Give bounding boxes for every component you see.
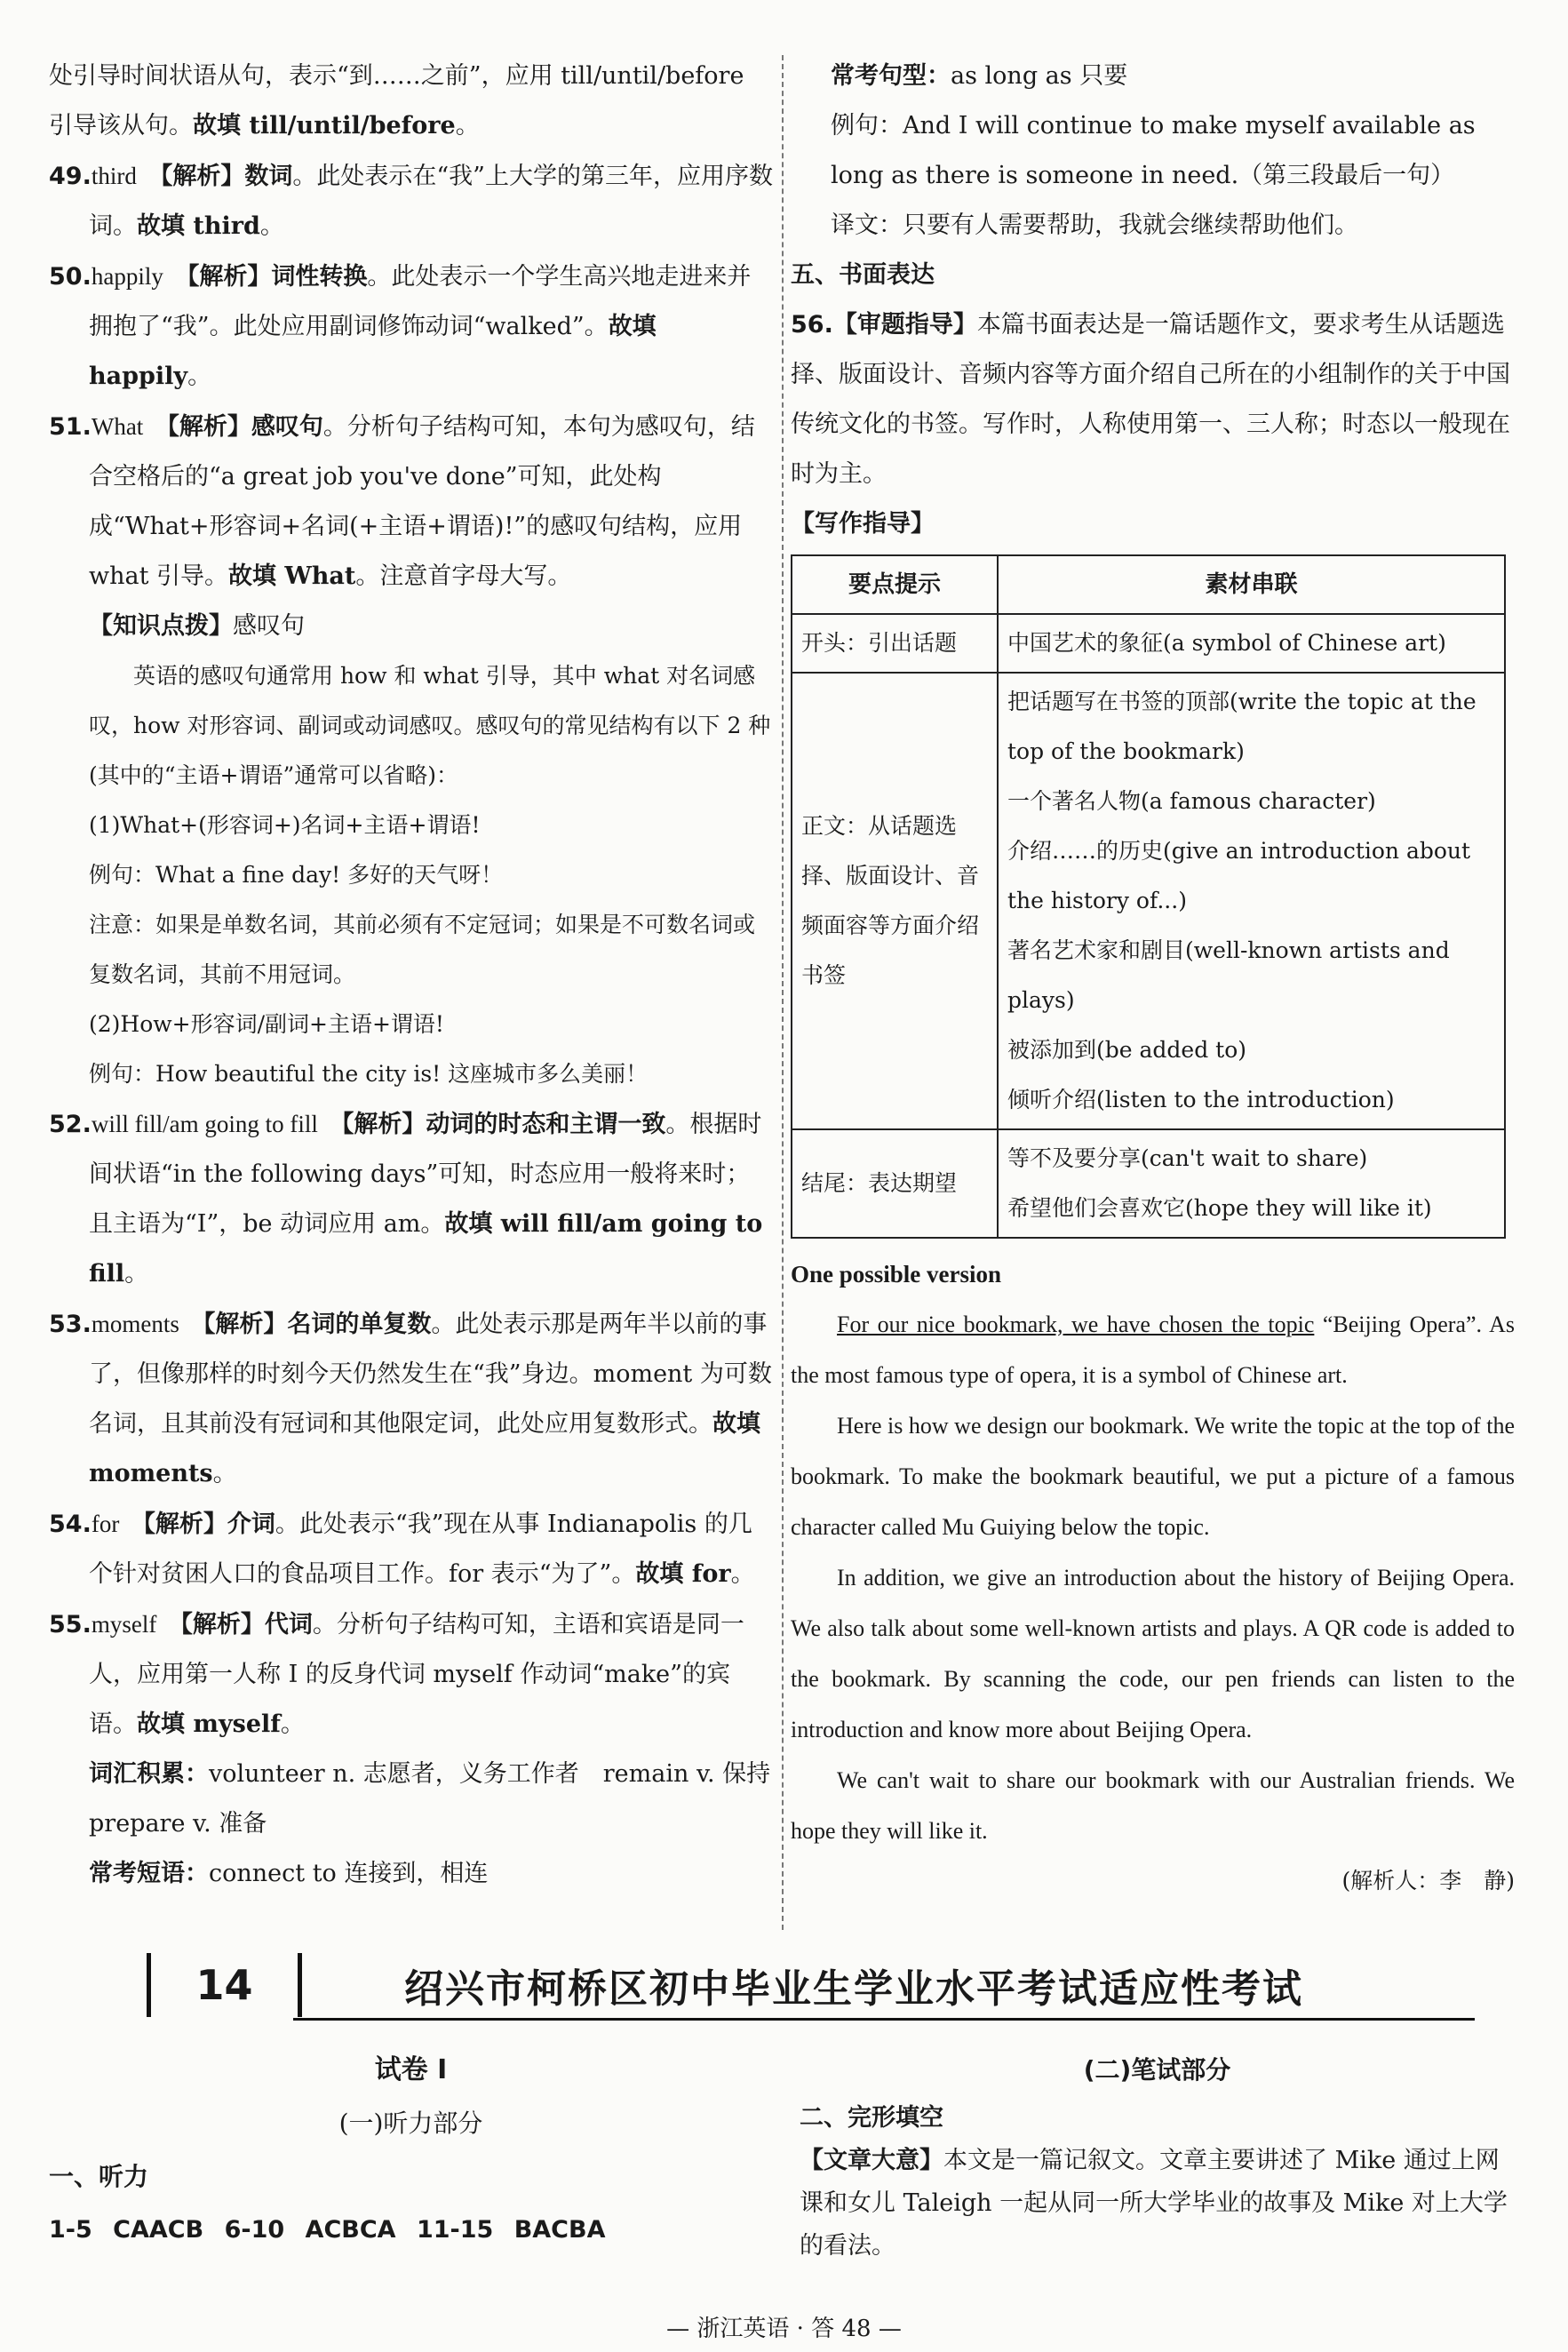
q55-tag: 【解析】 [180,1611,265,1638]
q50-answer: 故填 happily [89,313,657,390]
table-item: 被添加到(be added to) [1007,1037,1247,1063]
knowledge-box [49,602,773,1099]
pattern-tag: 常考句型： [831,62,951,90]
phrase-tag: 常考短语： [89,1860,209,1887]
q56-body: 本篇书面表达是一篇话题作文，要求考生从话题选择、版面设计、音频内容等方面介绍自己所在的小组制作的关于中国传统文化的书签。写作时，人称使用第一、三人称；时态以一般现在时为主。 [791,311,1510,488]
q50-item [49,251,773,402]
table-header-cell: 素材串联 [998,555,1505,614]
essay-paragraph [791,1400,1515,1552]
q50-tag: 【解析】 [187,263,272,291]
table-row [792,1129,1505,1238]
intro-answer: 故填 till/until/before [193,112,456,140]
essay-paragraph [791,1552,1515,1755]
q53-word: moments [91,1311,179,1337]
example-sentence: 例句：And I will continue to make myself available as long as there is someone in need.（第三段最后一句） [831,112,1476,189]
q49-word: third [91,163,137,189]
q49-number: 49. [49,163,92,190]
intro-paragraph [49,52,773,151]
listening-part-title: (一)听力部分 [338,2109,483,2138]
q54-answer: 故填 for [635,1560,731,1588]
q50-body: 。此处表示一个学生高兴地走进来并拥抱了“我”。此处应用副词修饰动词“walked”。 [89,263,752,340]
q53-type: 名词的单复数 [287,1311,432,1338]
table-items-cell [998,673,1505,1129]
q50-number: 50. [49,263,92,291]
listening-heading: 一、听力 [49,2162,149,2191]
q53-number: 53. [49,1311,92,1338]
knowledge-line: 英语的感叹句通常用 how 和 what 引导，其中 what 对名词感叹，how 对形容词、副词或动词感叹。感叹句的常见结构有以下 2 种(其中的“主语+谓语”通常可以省略)： [89,663,771,788]
q56-item [791,300,1515,499]
q52-answer: 故填 will fill/am going to fill [89,1210,763,1288]
q55-answer: 故填 myself [137,1710,281,1738]
q51-answer: 故填 What [228,562,356,590]
q49-answer: 故填 third [137,212,260,240]
essay-paragraph [791,1299,1515,1400]
summary-text: 本文是一篇记叙文。文章主要讲述了 Mike 通过上网课和女儿 Taleigh 一起从同一所大学毕业的故事及 Mike 对上大学的看法。 [800,2147,1508,2260]
writing-guide-heading: 【写作指导】 [791,510,935,538]
q50-word: happily [91,263,163,290]
section-number: 14 [147,1953,302,2017]
summary-paragraph [800,2140,1515,2268]
q55-word: myself [91,1611,157,1638]
knowledge-line: 例句：How beautiful the city is! 这座城市多么美丽！ [89,1061,649,1087]
table-item: 中国艺术的象征(a symbol of Chinese art) [1007,630,1446,656]
left-column [49,52,795,1899]
q53-end: 。 [212,1460,237,1487]
table-item: 一个著名人物(a famous character) [1007,788,1376,814]
table-item: 介绍……的历史(give an introduction about the history of...) [1007,838,1471,913]
q53-body: 。此处表示那是两年半以前的事了，但像那样的时刻今天仍然发生在“我”身边。moment 为可数名词，且其前没有冠词和其他限定词，此处应用复数形式。 [89,1311,772,1438]
table-item: 把话题写在书签的顶部(write the topic at the top of the bookmark) [1007,689,1476,764]
q51-type: 感叹句 [251,413,323,441]
section-14-header [49,1953,1515,2033]
q49-item [49,151,773,251]
table-item: 希望他们会喜欢它(hope they will like it) [1007,1195,1432,1221]
writing-guide-table [791,554,1506,1239]
q49-tag: 【解析】 [160,163,245,190]
essay-title: One possible version [791,1261,1002,1288]
vocab-text: volunteer n. 志愿者，义务工作者 remain v. 保持 prepare v. 准备 [89,1760,795,1838]
column-divider [782,55,784,1930]
table-item: 著名艺术家和剧目(well-known artists and plays) [1007,937,1450,1013]
q50-type: 词性转换 [271,263,368,291]
knowledge-line: 注意：如果是单数名词，其前必须有不定冠词；如果是不可数名词或复数名词，其前不用冠词。 [89,912,756,987]
paper-title: 试卷 I [374,2054,448,2085]
q54-body: 。此处表示“我”现在从事 Indianapolis 的几个针对贫困人口的食品项目工作。for 表示“为了”。 [89,1511,752,1588]
table-key-cell: 正文：从话题选择、版面设计、音频面容等方面介绍书签 [792,673,998,1129]
table-row [792,614,1505,673]
q51-item [49,402,773,602]
essay-text: In addition, we give an introduction about the history of Beijing Opera. We also talk about some well-known artists and plays. A QR code is added to the bookmark. By scanning the code, our pen friends can listen to the introduction and know more about Beijing Opera. [791,1565,1515,1742]
vocab-tag: 词汇积累： [89,1760,209,1788]
knowledge-title: 感叹句 [233,612,305,640]
q56-tag: 【审题指导】 [832,311,977,339]
q54-type: 介词 [227,1511,275,1538]
essay-underline: For our nice bookmark, we have chosen the topic [837,1312,1315,1337]
pattern-note [791,52,1515,101]
q49-type: 数词 [244,163,293,190]
table-items-cell [998,614,1505,673]
page-footer: — 浙江英语 · 答 48 — [666,2316,902,2342]
q54-item [49,1499,773,1599]
q50-end: 。 [187,363,212,390]
q49-body: 。此处表示在“我”上大学的第三年，应用序数词。 [89,163,773,240]
q55-number: 55. [49,1611,92,1638]
q49-end: 。 [259,212,284,240]
intro-text: 处引导时间状语从句，表示“到……之前”，应用 till/until/ [49,62,666,90]
knowledge-heading [49,602,773,651]
q51-body: 。分析句子结构可知，本句为感叹句，结合空格后的“a great job you've done”可知，此处构成“What+形容词+名词(+主语+谓语)!”的感叹句结构，应用 what 引导。 [89,413,755,590]
listening-answers: 1-5 CAACB 6-10 ACBCA 11-15 BACBA [49,2216,606,2244]
q51-end: 。注意首字母大写。 [355,562,572,590]
section-heading-writing: 五、书面表达 [791,261,935,289]
table-header-row [792,555,1505,614]
q55-body: 。分析句子结构可知，主语和宾语是同一人，应用第一人称 I 的反身代词 myself 作动词“make”的宾语。 [89,1611,744,1738]
intro-text-2: before 引导该从句。 [49,62,744,140]
knowledge-line: (1)What+(形容词+)名词+主语+谓语! [89,812,481,838]
author-credit: (解析人：李 静) [1341,1868,1515,1894]
q51-tag: 【解析】 [167,413,251,441]
q51-word: What [91,413,144,440]
summary-tag: 【文章大意】 [800,2147,943,2174]
phrase-note [49,1849,773,1899]
q52-item [49,1099,773,1299]
q52-body: 。根据时间状语“in the following days”可知，时态应用一般将来时；且主语为“I”，be 动词应用 am。 [89,1111,762,1238]
q55-end: 。 [280,1710,305,1738]
phrase-text: connect to 连接到，相连 [209,1860,489,1887]
q55-type: 代词 [264,1611,313,1638]
q52-tag: 【解析】 [341,1111,426,1138]
essay-text: Here is how we design our bookmark. We write the topic at the top of the bookmark. To make the bookmark beautiful, we put a picture of a famous character called Mu Guiying below the topic. [791,1413,1515,1540]
vocab-note [49,1750,795,1849]
right-column [791,52,1515,1906]
q52-number: 52. [49,1111,92,1138]
section-rule [293,2018,1475,2021]
essay-text: “Beijing Opera”. As the most famous type of opera, it is a symbol of Chinese art. [791,1312,1515,1388]
table-item: 倾听介绍(listen to the introduction) [1007,1087,1395,1112]
q52-word: will fill/am going to fill [91,1111,318,1137]
pattern-text: as long as 只要 [951,62,1128,90]
table-row [792,673,1505,1129]
q52-end: 。 [124,1260,149,1288]
q54-number: 54. [49,1511,92,1538]
knowledge-tag: 【知识点拨】 [89,612,233,640]
q53-answer: 故填 moments [89,1410,760,1487]
q52-type: 动词的时态和主谓一致 [426,1111,666,1138]
q56-number: 56. [791,311,833,339]
essay-paragraph [791,1755,1515,1856]
q54-tag: 【解析】 [143,1511,227,1538]
q54-word: for [91,1511,120,1537]
sample-essay [791,1299,1515,1856]
translation-sentence: 译文：只要有人需要帮助，我就会继续帮助他们。 [831,211,1358,239]
q53-item [49,1299,773,1499]
q53-tag: 【解析】 [203,1311,288,1338]
section-14-right [800,2044,1515,2268]
q51-number: 51. [49,413,92,441]
table-item: 等不及要分享(can't wait to share) [1007,1145,1368,1171]
section-title: 绍兴市柯桥区初中毕业生学业水平考试适应性考试 [404,1966,1303,2012]
written-part-title: (二)笔试部分 [1083,2055,1231,2085]
table-key-cell: 开头：引出话题 [792,614,998,673]
section-14-left [49,2044,773,2257]
knowledge-line: (2)How+形容词/副词+主语+谓语! [89,1011,444,1037]
knowledge-line: 例句：What a fine day! 多好的天气呀！ [89,862,504,888]
q55-item [49,1599,773,1750]
q54-end: 。 [730,1560,755,1588]
essay-text: We can't wait to share our bookmark with our Australian friends. We hope they will like it. [791,1767,1515,1844]
table-items-cell [998,1129,1505,1238]
table-header-cell: 要点提示 [792,555,998,614]
intro-end: 。 [455,112,480,140]
table-key-cell: 结尾：表达期望 [792,1129,998,1238]
cloze-heading: 二、完形填空 [800,2104,943,2132]
